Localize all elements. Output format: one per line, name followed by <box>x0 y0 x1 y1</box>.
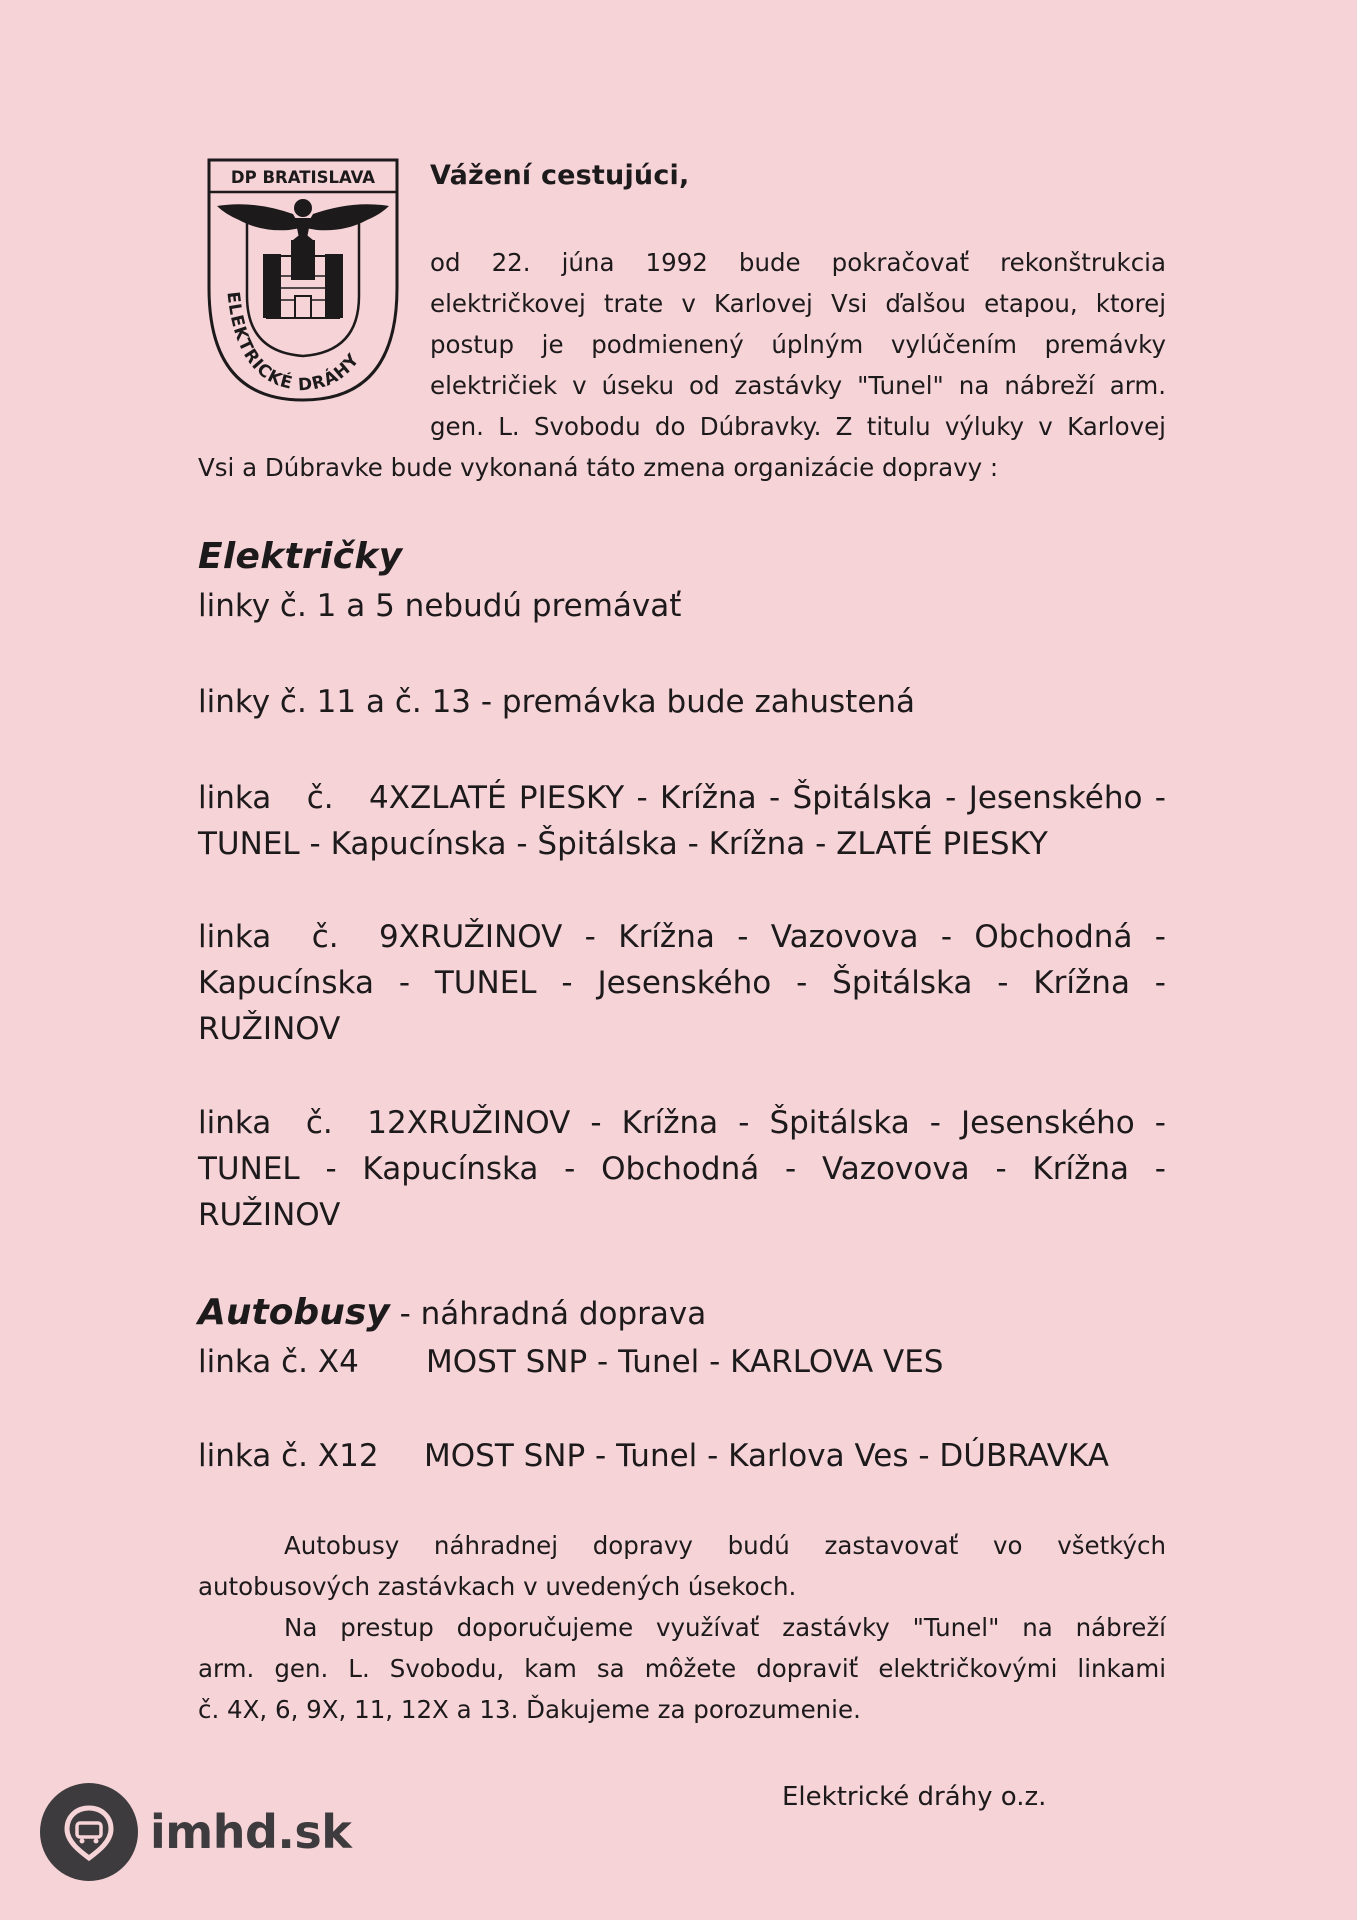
intro-line: Vsi a Dúbravke bude vykonaná táto zmena organizácie dopravy : <box>198 453 999 482</box>
route-line <box>198 775 1166 821</box>
route-label: linka č. 12X <box>198 1105 428 1141</box>
route-12x <box>198 1100 1166 1238</box>
closing-line: arm. gen. L. Svobodu, kam sa môžete dopraviť električkovými linkami <box>198 1654 1166 1683</box>
intro-line: gen. L. Svobodu do Dúbravky. Z titulu výluky v Karlovej <box>430 412 1166 441</box>
tram-lines-1-5: linky č. 1 a 5 nebudú premávať <box>198 588 682 624</box>
route-line: Kapucínska - TUNEL - Jesenského - Špitálska - Krížna - <box>198 965 1166 1001</box>
bus-route-x4 <box>198 1344 943 1380</box>
route-stops: RUŽINOV - Krížna - Špitálska - Jesenského - <box>428 1105 1166 1141</box>
route-line: TUNEL - Kapucínska - Špitálska - Krížna - ZLATÉ PIESKY <box>198 826 1048 862</box>
route-line: RUŽINOV <box>198 1011 341 1047</box>
intro-paragraph <box>198 242 1166 488</box>
imhd-watermark <box>40 1783 351 1881</box>
greeting: Vážení cestujúci, <box>430 160 690 191</box>
closing-line: Autobusy náhradnej dopravy budú zastavovať vo všetkých <box>284 1531 1166 1560</box>
route-line <box>198 914 1166 960</box>
buses-heading <box>198 1292 706 1333</box>
closing-paragraph <box>198 1525 1166 1730</box>
tram-lines-11-13: linky č. 11 a č. 13 - premávka bude zahustená <box>198 684 916 720</box>
route-4x <box>198 775 1166 867</box>
route-line: RUŽINOV <box>198 1197 341 1233</box>
closing-line: Na prestup doporučujeme využívať zastávky "Tunel" na nábreží <box>284 1613 1166 1642</box>
bus-pin-icon <box>40 1783 138 1881</box>
intro-line: od 22. júna 1992 bude pokračovať rekonštrukcia <box>430 248 1166 277</box>
trams-heading: Električky <box>198 536 403 577</box>
route-label: linka č. 4X <box>198 780 410 816</box>
route-label: linka č. X4 <box>198 1344 359 1380</box>
route-label: linka č. 9X <box>198 919 420 955</box>
signature: Elektrické dráhy o.z. <box>782 1782 1047 1812</box>
closing-line: autobusových zastávkach v uvedených úsekoch. <box>198 1572 797 1601</box>
svg-text:ELEKTRICKÉ DRÁHY: ELEKTRICKÉ DRÁHY <box>222 290 364 396</box>
route-line <box>198 1100 1166 1146</box>
svg-text:DP BRATISLAVA: DP BRATISLAVA <box>230 168 376 187</box>
buses-subtitle: - náhradná doprava <box>389 1296 707 1332</box>
route-9x <box>198 914 1166 1052</box>
intro-line: električkovej trate v Karlovej Vsi ďalšou etapou, ktorej <box>430 289 1166 318</box>
route-stops: MOST SNP - Tunel - KARLOVA VES <box>426 1344 944 1380</box>
route-stops: ZLATÉ PIESKY - Krížna - Špitálska - Jesenského - <box>410 780 1166 816</box>
intro-line: postup je podmienený úplným vylúčením premávky <box>430 330 1166 359</box>
route-stops: RUŽINOV - Krížna - Vazovova - Obchodná - <box>420 919 1166 955</box>
watermark-text: imhd.sk <box>150 1805 352 1859</box>
route-line: TUNEL - Kapucínska - Obchodná - Vazovova - Krížna - <box>198 1151 1166 1187</box>
closing-line: č. 4X, 6, 9X, 11, 12X a 13. Ďakujeme za porozumenie. <box>198 1695 861 1724</box>
route-stops: MOST SNP - Tunel - Karlova Ves - DÚBRAVKA <box>424 1438 1109 1474</box>
bus-route-x12 <box>198 1438 1109 1474</box>
intro-line: električiek v úseku od zastávky "Tunel" na nábreží arm. <box>430 371 1166 400</box>
route-label: linka č. X12 <box>198 1438 379 1474</box>
buses-title: Autobusy <box>198 1292 390 1333</box>
